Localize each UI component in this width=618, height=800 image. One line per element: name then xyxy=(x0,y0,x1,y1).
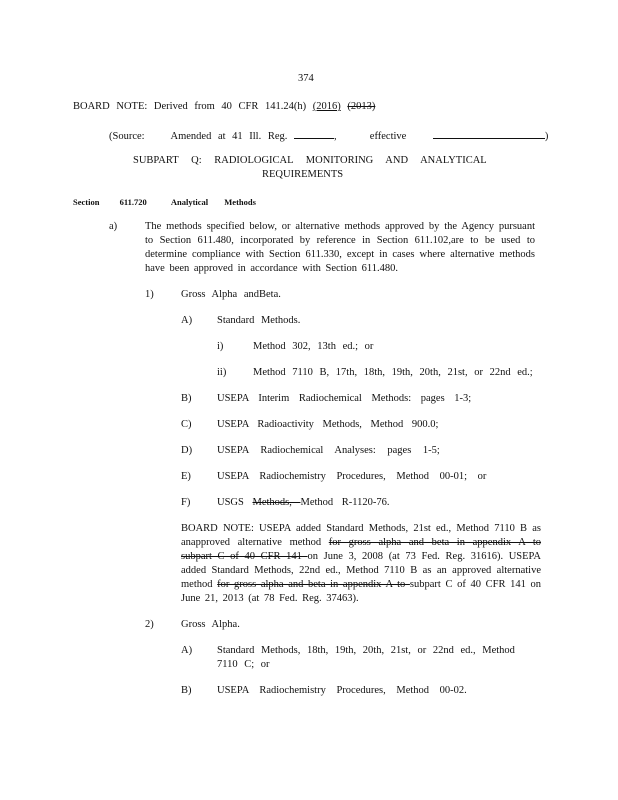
board-note-1-t1: BOARD NOTE: USEPA added Standard Methods, 21st ed., Method 7110 B as anapproved alternative method xyxy=(181,523,541,548)
item1-C-marker: C) xyxy=(181,419,192,430)
subpart-heading-line2: REQUIREMENTS xyxy=(262,169,344,180)
page-number: 374 xyxy=(298,73,314,84)
board-note-1-s2: for gross alpha and beta in appendix A to xyxy=(217,579,410,590)
item1-title: Gross Alpha andBeta. xyxy=(181,289,281,300)
item2-A-line1: Standard Methods, 18th, 19th, 20th, 21st, or 22nd ed., Method xyxy=(217,645,515,656)
item1-i-marker: i) xyxy=(217,341,224,352)
item2-B-marker: B) xyxy=(181,685,192,696)
source-comma: , xyxy=(334,131,337,142)
item1-C-text: USEPA Radioactivity Methods, Method 900.0; xyxy=(217,419,439,430)
item1-F-pre: USGS xyxy=(217,497,253,508)
effective-blank xyxy=(433,128,545,139)
item1-i-text: Method 302, 13th ed.; or xyxy=(253,341,374,352)
board-note-1 xyxy=(181,522,541,606)
item1-F-text xyxy=(217,496,390,510)
item1-F-post: Method R-1120-76. xyxy=(300,497,390,508)
reg-blank xyxy=(294,128,334,139)
board-note-1-t2: on June 3, 2008 (at 73 Fed. Reg. 31616). USEPA added Standard Methods, 22nd ed., Method 7110 B as an approved alternative method xyxy=(181,551,541,590)
board-note-1-t3: subpart C of 40 CFR 141 on June 21, 2013 (at 78 Fed. Reg. 37463). xyxy=(181,579,541,604)
board-note-top-text: BOARD NOTE: Derived from 40 CFR 141.24(h) xyxy=(73,101,307,112)
item2-marker: 2) xyxy=(145,619,154,630)
item1-ii-marker: ii) xyxy=(217,367,227,378)
item1-F-marker: F) xyxy=(181,497,191,508)
item1-B-marker: B) xyxy=(181,393,192,404)
section-label: Section xyxy=(73,197,100,207)
item1-A-marker: A) xyxy=(181,315,193,326)
item1-D-text: USEPA Radiochemical Analyses: pages 1-5; xyxy=(217,445,440,456)
board-note-top-added: (2016) xyxy=(312,101,341,112)
item1-D-marker: D) xyxy=(181,445,193,456)
source-line xyxy=(109,128,548,144)
item2-A-line2: 7110 C; or xyxy=(217,659,270,670)
board-note-top xyxy=(73,100,375,114)
section-title: Analytical Methods xyxy=(170,197,256,207)
source-prefix: (Source: xyxy=(109,131,145,142)
item1-marker: 1) xyxy=(145,289,154,300)
para-a-marker: a) xyxy=(109,221,118,232)
item1-A-text: Standard Methods. xyxy=(217,315,301,326)
section-heading xyxy=(73,195,256,209)
item2-B-text: USEPA Radiochemistry Procedures, Method 00-02. xyxy=(217,685,467,696)
item1-E-marker: E) xyxy=(181,471,191,482)
source-amended: Amended at 41 Ill. Reg. xyxy=(170,131,288,142)
board-note-1-s1: for gross alpha and beta in appendix A to subpart C of 40 CFR 141 xyxy=(181,537,542,562)
item2-A-marker: A) xyxy=(181,645,193,656)
item1-ii-text: Method 7110 B, 17th, 18th, 19th, 20th, 21st, or 22nd ed.; xyxy=(253,367,533,378)
board-note-top-removed: (2013) xyxy=(347,101,376,112)
item2-title: Gross Alpha. xyxy=(181,619,240,630)
source-close: ) xyxy=(544,131,549,142)
source-effective: effective xyxy=(369,131,407,142)
item1-E-text: USEPA Radiochemistry Procedures, Method 00-01; or xyxy=(217,471,487,482)
section-number: 611.720 xyxy=(119,197,147,207)
item1-B-text: USEPA Interim Radiochemical Methods: pages 1-3; xyxy=(217,393,472,404)
item1-F-strike: Methods, xyxy=(252,497,301,508)
subpart-heading-line1: SUBPART Q: RADIOLOGICAL MONITORING AND ANALYTICAL xyxy=(133,155,487,166)
para-a-text: The methods specified below, or alternative methods approved by the Agency pursuant to Section 611.480, incorporated by reference in Section 611.102,are to be used to determine compliance with Section 611.330, except in cases where alternative methods have been approved in accordance with Section 611.480. xyxy=(145,221,535,274)
